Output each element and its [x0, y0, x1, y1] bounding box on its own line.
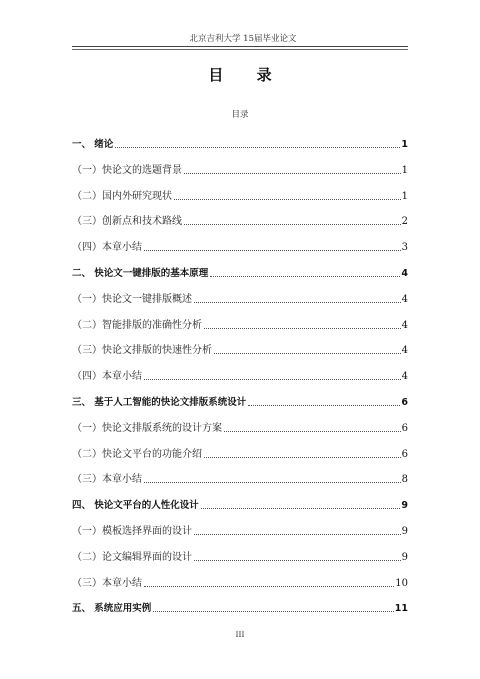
- dot-leader: [194, 302, 401, 303]
- toc-entry-page: 4: [401, 293, 408, 305]
- toc-chapter-entry[interactable]: [72, 137, 408, 151]
- toc-entry-label: （一）快论文排版系统的设计方案: [72, 422, 222, 434]
- toc-entry-label: （一）快论文的选题背景: [72, 164, 182, 176]
- toc-section-entry[interactable]: [72, 447, 408, 461]
- toc-section-entry[interactable]: [72, 163, 408, 177]
- toc-entry-page: 8: [401, 474, 408, 486]
- toc-section-entry[interactable]: [72, 240, 408, 254]
- toc-entry-page: 6: [401, 448, 408, 460]
- toc-entry-page: 6: [401, 397, 408, 408]
- dot-leader: [144, 379, 401, 380]
- dot-leader: [214, 353, 401, 354]
- toc-chapter-entry[interactable]: [72, 601, 408, 615]
- toc-entry-page: 9: [401, 526, 408, 537]
- dot-leader: [194, 560, 401, 561]
- dot-leader: [144, 586, 394, 587]
- toc-entry-page: 6: [401, 422, 408, 434]
- toc-section-entry[interactable]: [72, 524, 408, 538]
- running-header: 北京吉利大学 15届毕业论文: [189, 34, 297, 44]
- dot-leader: [248, 405, 400, 406]
- toc-entry-page: 2: [401, 216, 408, 228]
- toc-entry-label: 四、 快论文平台的人性化设计: [72, 500, 199, 512]
- dot-leader: [153, 611, 393, 612]
- toc-entry-page: 1: [401, 164, 408, 176]
- toc-entry-page: 10: [395, 577, 408, 589]
- toc-section-entry[interactable]: [72, 343, 408, 357]
- toc-entry-page: 1: [401, 190, 408, 202]
- toc-entry-label: 三、 基于人工智能的快论文排版系统设计: [72, 397, 247, 408]
- dot-leader: [194, 534, 401, 535]
- toc-entry-page: 4: [401, 319, 408, 331]
- dot-leader: [184, 224, 401, 225]
- dot-leader: [115, 147, 400, 148]
- toc-section-entry[interactable]: [72, 214, 408, 228]
- toc-entry-label: （三）本章小结: [72, 577, 142, 589]
- dot-leader: [144, 250, 401, 251]
- toc-entry-label: 一、 绪论: [72, 139, 114, 150]
- toc-entry-page: 4: [401, 345, 408, 357]
- toc-entry-label: 二、 快论文一键排版的基本原理: [72, 268, 209, 279]
- dot-leader: [210, 276, 400, 277]
- dot-leader: [224, 431, 401, 432]
- toc-entry-label: （一）模板选择界面的设计: [72, 526, 192, 537]
- toc-entry-page: 9: [401, 551, 408, 563]
- header-rule-thin: [72, 49, 408, 50]
- page-number: III: [235, 630, 245, 639]
- toc-entry-label: （四）本章小结: [72, 371, 142, 383]
- toc-entry-label: （二）快论文平台的功能介绍: [72, 448, 202, 460]
- document-title: 目 录: [208, 66, 286, 84]
- toc-chapter-entry[interactable]: [72, 395, 408, 409]
- toc-entry-label: （三）创新点和技术路线: [72, 216, 182, 228]
- toc-entry-label: （三）本章小结: [72, 474, 142, 486]
- toc-entry-page: 1: [401, 139, 408, 150]
- dot-leader: [174, 199, 401, 200]
- toc-entry-page: 4: [401, 371, 408, 383]
- toc-section-entry[interactable]: [72, 292, 408, 306]
- dot-leader: [204, 328, 401, 329]
- toc-subtitle: 目录: [231, 110, 249, 120]
- toc-section-entry[interactable]: [72, 421, 408, 435]
- toc-entry-label: 五、 系统应用实例: [72, 603, 152, 615]
- toc-entry-page: 9: [401, 500, 408, 512]
- toc-chapter-entry[interactable]: [72, 498, 408, 512]
- dot-leader: [144, 482, 401, 483]
- toc-entry-label: （三）快论文排版的快速性分析: [72, 345, 212, 357]
- toc-section-entry[interactable]: [72, 369, 408, 383]
- header-rule-thick: [72, 46, 408, 47]
- dot-leader: [204, 457, 401, 458]
- toc-entry-label: （四）本章小结: [72, 242, 142, 254]
- toc-entry-label: （二）国内外研究现状: [72, 190, 172, 202]
- dot-leader: [184, 173, 401, 174]
- toc-section-entry[interactable]: [72, 189, 408, 203]
- toc-entry-label: （二）论文编辑界面的设计: [72, 551, 192, 563]
- toc-entry-page: 4: [401, 268, 408, 279]
- toc-section-entry[interactable]: [72, 550, 408, 564]
- toc-entry-label: （二）智能排版的准确性分析: [72, 319, 202, 331]
- toc-section-entry[interactable]: [72, 472, 408, 486]
- toc-section-entry[interactable]: [72, 318, 408, 332]
- toc-section-entry[interactable]: [72, 576, 408, 590]
- dot-leader: [201, 508, 401, 509]
- toc-entry-page: 3: [401, 242, 408, 254]
- toc-entry-page: 11: [394, 603, 408, 615]
- toc-entry-label: （一）快论文一键排版概述: [72, 293, 192, 305]
- toc-chapter-entry[interactable]: [72, 266, 408, 280]
